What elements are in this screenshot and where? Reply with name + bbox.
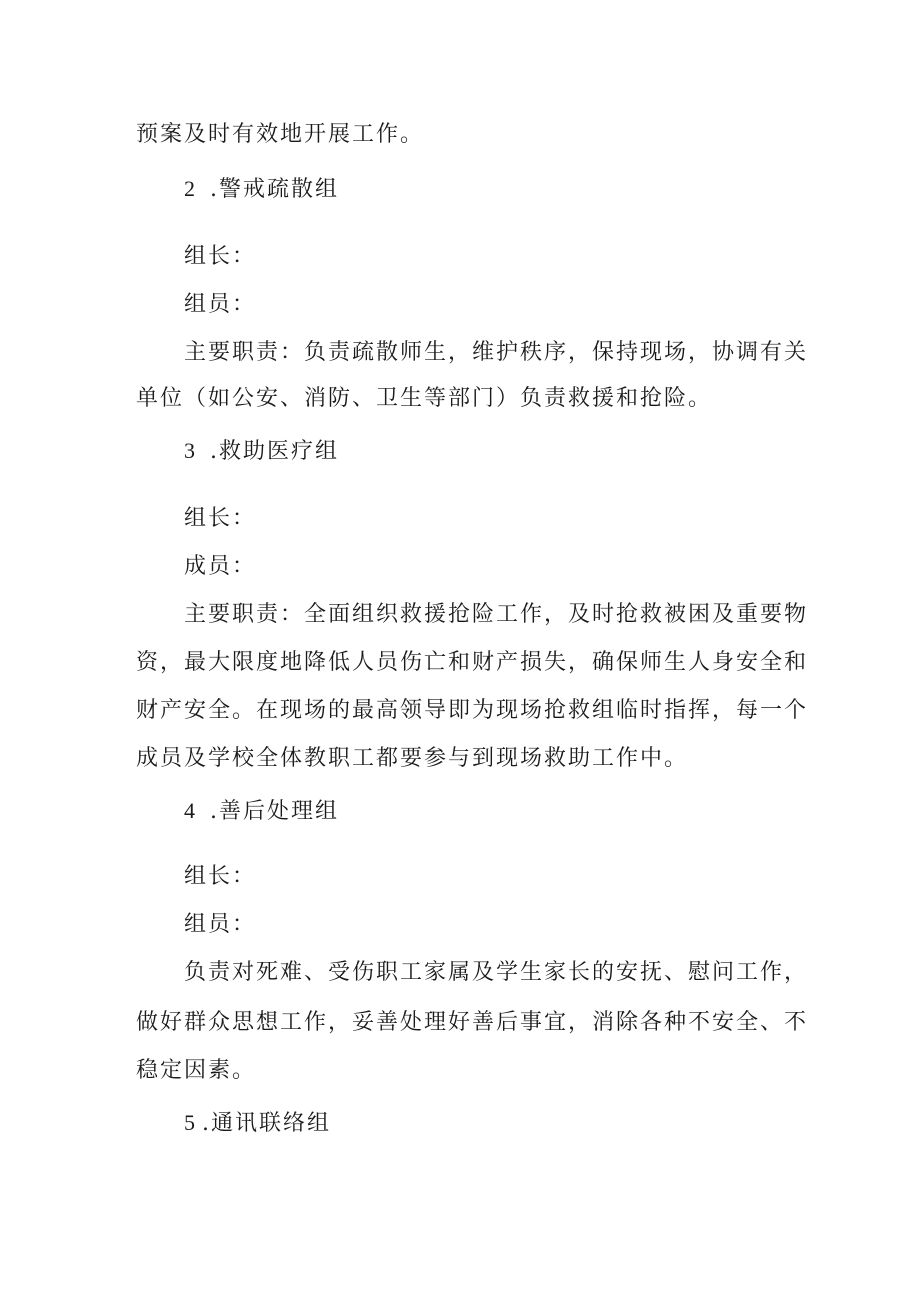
duty-paragraph-line: 财产安全。在现场的最高领导即为现场抢救组临时指挥，每一个 [136,698,809,723]
section-title: .警戒疏散组 [210,177,339,202]
group-leader-label: 组长： [184,506,257,531]
group-members-label: 成员： [184,554,257,579]
section-number: 5 [184,1110,197,1135]
section-heading-5 [184,1108,844,1139]
group-members-label: 组员： [184,912,257,937]
section-heading-3 [184,436,844,467]
section-title: .善后处理组 [210,799,339,824]
group-leader-label: 组长： [184,864,257,889]
duty-paragraph-line: 负责对死难、受伤职工家属及学生家长的安抚、慰问工作， [184,960,809,985]
group-leader-label: 组长： [184,244,257,269]
group-members-label: 组员： [184,292,257,317]
paragraph-line: 预案及时有效地开展工作。 [136,122,425,147]
duty-paragraph-line: 主要职责：负责疏散师生，维护秩序，保持现场，协调有关 [184,340,809,365]
duty-paragraph-line: 主要职责：全面组织救援抢险工作，及时抢救被困及重要物 [184,602,809,627]
section-number: 4 [184,798,197,823]
section-heading-2 [184,174,844,205]
section-number: 2 [184,176,197,201]
duty-paragraph-line: 成员及学校全体教职工都要参与到现场救助工作中。 [136,746,689,771]
duty-paragraph-line: 做好群众思想工作，妥善处理好善后事宜，消除各种不安全、不 [136,1010,809,1035]
section-title: .通讯联络组 [202,1111,331,1136]
section-title: .救助医疗组 [210,439,339,464]
duty-paragraph-line: 资，最大限度地降低人员伤亡和财产损失，确保师生人身安全和 [136,650,809,675]
duty-paragraph-line: 稳定因素。 [136,1058,257,1083]
duty-paragraph-line: 单位（如公安、消防、卫生等部门）负责救援和抢险。 [136,386,713,411]
section-number: 3 [184,438,197,463]
section-heading-4 [184,796,844,827]
